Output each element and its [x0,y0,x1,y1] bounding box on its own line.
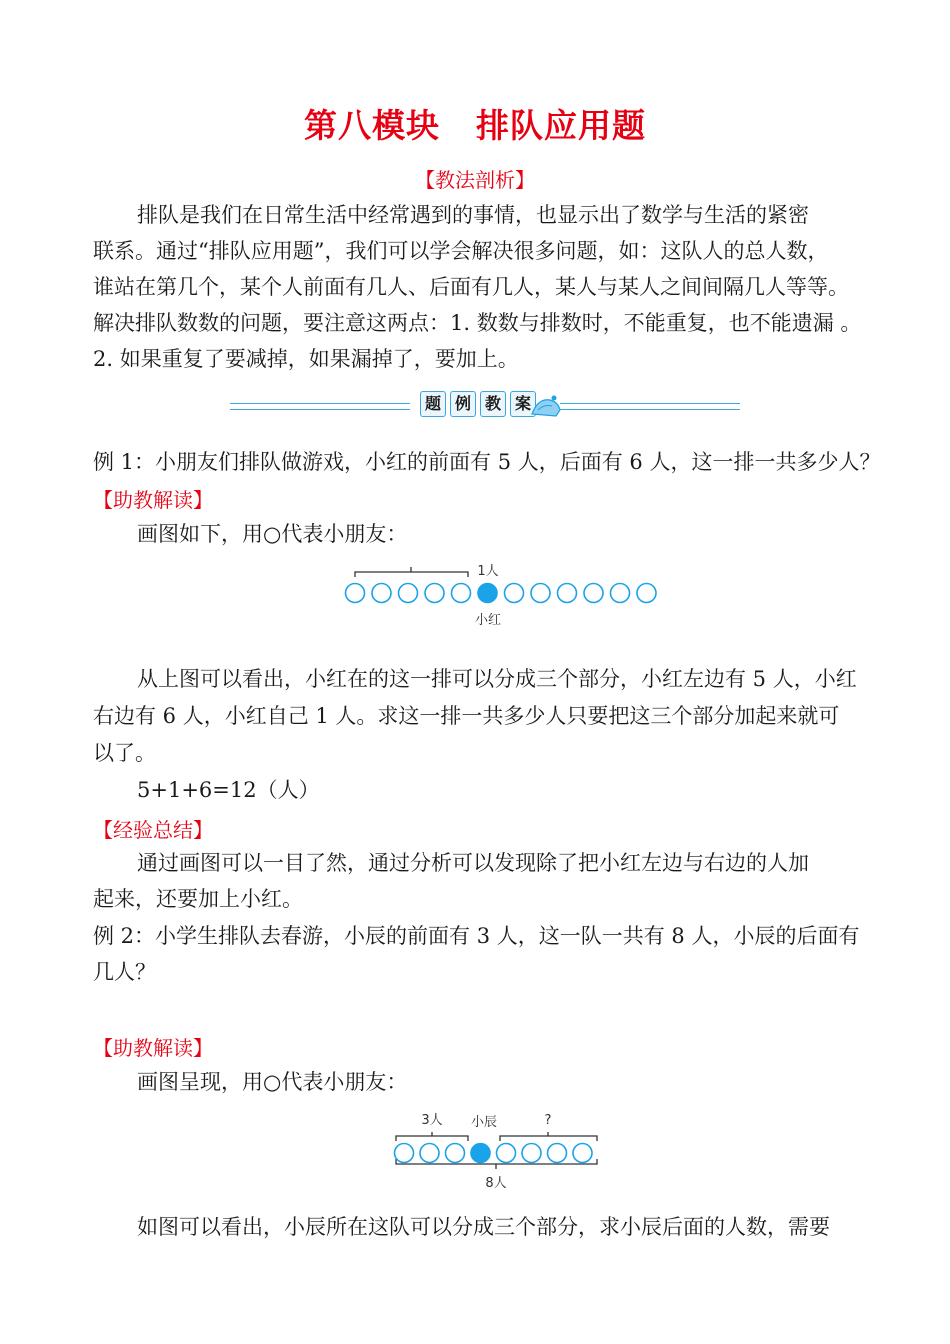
person-circle [452,584,471,603]
example2-mid-label: 小辰 [470,1115,498,1130]
example2-right-label: ? [544,1113,552,1128]
summary-line-1: 通过画图可以一目了然，通过分析可以发现除了把小红左边与右边的人加 [137,851,809,875]
intro-line-3: 谁站在第几个，某个人前面有几人、后面有几人，某人与某人之间间隔几人等等。 [93,275,849,299]
intro-line-5: 2. 如果重复了要减掉，如果漏掉了，要加上。 [93,347,519,371]
left-brace [396,1132,468,1141]
intro-line-1: 排队是我们在日常生活中经常遇到的事情，也显示出了数学与生活的紧密 [137,203,809,227]
lamp-decoration-icon [528,390,564,420]
section-assist-2: 【助教解读】 [93,1036,213,1060]
person-circle [584,584,603,603]
example1-analysis-2: 右边有 6 人，小红自己 1 人。求这一排一共多少人只要把这三个部分加起来就可 [93,704,840,728]
person-circle [395,1144,414,1163]
example2-circle-row [395,1144,593,1163]
example2-bottom-label: 8人 [485,1176,507,1191]
example1-analysis-3: 以了。 [93,741,156,765]
example1-formula: 5+1+6=12（人） [137,778,320,802]
banner-left-rule [230,403,410,410]
highlighted-person-circle [478,584,497,603]
person-circle [531,584,550,603]
person-circle [558,584,577,603]
example1-analysis-1: 从上图可以看出，小红在的这一排可以分成三个部分，小红左边有 5 人，小红 [137,667,857,691]
example2-draw-intro: 画图呈现，用○代表小朋友： [137,1070,408,1094]
person-circle [611,584,630,603]
section-summary: 【经验总结】 [93,818,213,842]
example1-diagram [330,555,660,635]
banner-right-rule [560,403,740,410]
person-circle [420,1144,439,1163]
banner-char: 题 [420,391,446,417]
example1-draw-intro: 画图如下，用○代表小朋友： [137,522,408,546]
person-circle [446,1144,465,1163]
highlighted-person-circle [471,1144,490,1163]
left-brace [355,567,468,577]
person-circle [522,1144,541,1163]
page-title [0,100,950,147]
banner-title [420,391,536,417]
section-assist-1: 【助教解读】 [93,488,213,512]
person-circle [425,584,444,603]
section-method: 【教法剖析】 [415,168,535,192]
example2-left-label: 3人 [421,1113,443,1128]
title-part-1: 第八模块 [304,106,440,145]
right-brace [500,1132,597,1141]
example1-bottom-label: 小红 [474,613,502,628]
person-circle [573,1144,592,1163]
person-circle [497,1144,516,1163]
banner-char: 例 [450,391,476,417]
example2-question-1: 例 2：小学生排队去春游，小辰的前面有 3 人，这一队一共有 8 人，小辰的后面有 [93,924,860,948]
example1-top-label: 1人 [477,564,499,579]
example-banner [230,388,730,422]
summary-line-2: 起来，还要加上小红。 [93,887,303,911]
person-circle [372,584,391,603]
person-circle [505,584,524,603]
title-part-2: 排队应用题 [476,106,646,145]
example2-analysis: 如图可以看出，小辰所在这队可以分成三个部分，求小辰后面的人数，需要 [137,1215,830,1239]
person-circle [548,1144,567,1163]
example2-question-2: 几人？ [93,960,156,984]
example1-circle-row [346,584,657,603]
person-circle [399,584,418,603]
intro-line-2: 联系。通过“排队应用题”，我们可以学会解决很多问题，如：这队人的总人数， [93,239,829,263]
person-circle [637,584,656,603]
banner-char: 案 [510,391,536,417]
example1-question: 例 1：小朋友们排队做游戏，小红的前面有 5 人，后面有 6 人，这一排一共多少人？ [93,450,881,474]
banner-char: 教 [480,391,506,417]
intro-line-4: 解决排队数数的问题，要注意这两点：1. 数数与排数时，不能重复，也不能遗漏 。 [93,311,862,335]
example2-diagram [385,1105,610,1195]
person-circle [346,584,365,603]
